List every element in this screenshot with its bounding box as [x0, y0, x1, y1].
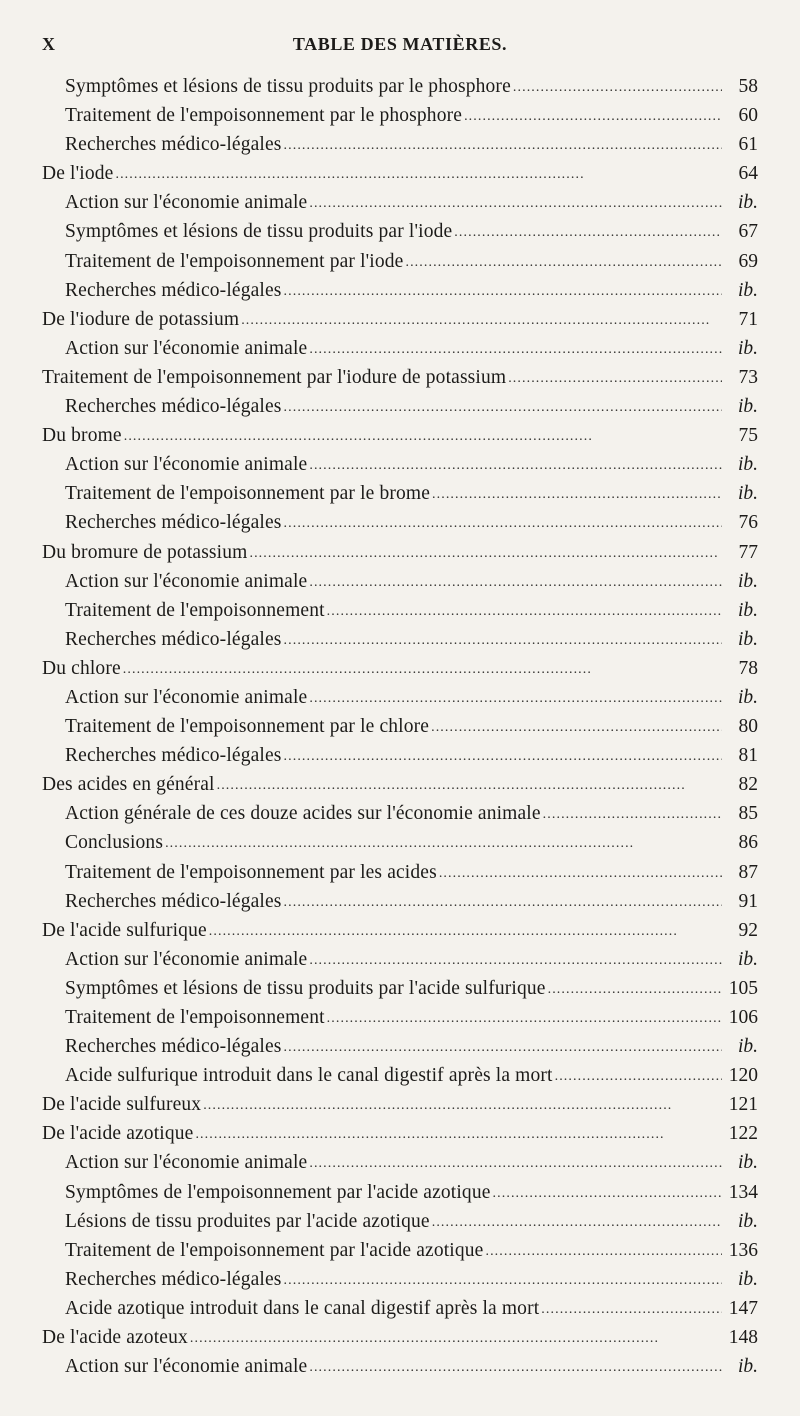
dot-leader — [309, 946, 722, 975]
running-title: TABLE DES MATIÈRES. — [292, 34, 508, 54]
toc-section-row — [42, 1323, 758, 1352]
toc-subentry-row — [42, 508, 758, 537]
toc-page-number: 120 — [728, 1065, 758, 1087]
toc-entry-title: Du chlore — [42, 657, 121, 679]
dot-leader — [309, 684, 722, 713]
toc-page-number: 76 — [738, 512, 758, 534]
toc-page-number: 136 — [728, 1239, 758, 1261]
toc-page-number: 69 — [738, 250, 758, 272]
toc-entry-title: Action sur l'économie animale — [65, 337, 308, 359]
dot-leader — [309, 1353, 722, 1382]
toc-entry-title: Traitement de l'empoisonnement par les acides — [65, 861, 437, 883]
dot-leader — [165, 829, 722, 858]
toc-subentry-row — [42, 1265, 758, 1294]
toc-entry-title: Acide azotique introduit dans le canal digestif après la mort — [65, 1297, 540, 1319]
dot-leader — [513, 73, 722, 102]
toc-section-row — [42, 421, 758, 450]
toc-page-number: 60 — [738, 105, 758, 127]
toc-page-number: ib. — [737, 1036, 758, 1058]
dot-leader — [284, 509, 722, 538]
toc-entry-title: Traitement de l'empoisonnement par l'acide azotique — [65, 1239, 484, 1261]
toc-entry-title: De l'acide azoteux — [42, 1327, 188, 1349]
dot-leader — [195, 1120, 722, 1149]
toc-page-number: ib. — [737, 570, 758, 592]
dot-leader — [431, 713, 722, 742]
toc-page-number: 71 — [738, 308, 758, 330]
toc-page-number: 134 — [728, 1181, 758, 1203]
toc-page-number: ib. — [737, 1356, 758, 1378]
toc-entry-title: Recherches médico-légales — [65, 628, 282, 650]
toc-subentry-row — [42, 276, 758, 305]
toc-subentry-row — [42, 101, 758, 130]
toc-entry-title: Action sur l'économie animale — [65, 686, 308, 708]
dot-leader — [284, 626, 722, 655]
toc-entry-title: Recherches médico-légales — [65, 1268, 282, 1290]
toc-entry-title: De l'iodure de potassium — [42, 308, 240, 330]
toc-subentry-row — [42, 1352, 758, 1381]
toc-page-number: ib. — [737, 454, 758, 476]
toc-subentry-row — [42, 712, 758, 741]
toc-entry-title: Traitement de l'empoisonnement par le brome — [65, 483, 431, 505]
toc-subentry-row — [42, 392, 758, 421]
dot-leader — [327, 1004, 722, 1033]
dot-leader — [327, 597, 722, 626]
toc-entry-title: Recherches médico-légales — [65, 279, 282, 301]
toc-page-number: 91 — [738, 890, 758, 912]
dot-leader — [454, 218, 722, 247]
toc-subentry-row — [42, 479, 758, 508]
dot-leader — [493, 1179, 722, 1208]
toc-page-number: 61 — [738, 134, 758, 156]
toc-page-number: 77 — [738, 541, 758, 563]
toc-page-number: ib. — [737, 337, 758, 359]
toc-entry-title: Traitement de l'empoisonnement par le chlore — [65, 716, 430, 738]
toc-page-number: ib. — [737, 628, 758, 650]
toc-subentry-row — [42, 567, 758, 596]
toc-subentry-row — [42, 741, 758, 770]
dot-leader — [284, 742, 722, 771]
dot-leader — [284, 131, 722, 160]
toc-subentry-row — [42, 683, 758, 712]
toc-page-number: ib. — [737, 279, 758, 301]
toc-entry-title: Symptômes et lésions de tissu produits par le phosphore — [65, 76, 511, 97]
toc-subentry-row — [42, 450, 758, 479]
toc-section-row — [42, 159, 758, 188]
dot-leader — [249, 539, 722, 568]
toc-entry-title: Recherches médico-légales — [65, 396, 282, 418]
toc-subentry-row — [42, 1236, 758, 1265]
toc-subentry-row — [42, 130, 758, 159]
toc-subentry-row — [42, 188, 758, 217]
toc-subentry-row — [42, 1061, 758, 1090]
table-of-contents — [42, 72, 758, 1381]
toc-entry-title: Traitement de l'empoisonnement par l'iode — [65, 250, 404, 272]
toc-entry-title: Symptômes et lésions de tissu produits par l'iode — [65, 221, 453, 243]
toc-subentry-row — [42, 1207, 758, 1236]
dot-leader — [548, 975, 722, 1004]
dot-leader — [508, 364, 722, 393]
toc-entry-title: Action sur l'économie animale — [65, 192, 308, 214]
toc-page-number: 92 — [738, 919, 758, 941]
dot-leader — [123, 655, 722, 684]
dot-leader — [203, 1091, 722, 1120]
toc-section-row — [42, 1119, 758, 1148]
dot-leader — [464, 102, 722, 131]
toc-section-row — [42, 1090, 758, 1119]
dot-leader — [241, 306, 722, 335]
toc-entry-title: Du bromure de potassium — [42, 541, 248, 563]
dot-leader — [309, 189, 722, 218]
dot-leader — [541, 1295, 722, 1324]
toc-page-number: 122 — [728, 1123, 758, 1145]
dot-leader — [190, 1324, 722, 1353]
toc-page-number: ib. — [737, 948, 758, 970]
toc-page-number: 75 — [738, 425, 758, 447]
dot-leader — [485, 1237, 722, 1266]
toc-entry-title: Traitement de l'empoisonnement par l'iodure de potassium — [42, 366, 507, 388]
dot-leader — [555, 1062, 722, 1091]
toc-entry-title: De l'acide azotique — [42, 1123, 194, 1145]
toc-entry-title: De l'iode — [42, 163, 114, 185]
toc-page-number: ib. — [737, 396, 758, 418]
dot-leader — [432, 1208, 722, 1237]
dot-leader — [309, 568, 722, 597]
toc-subentry-row — [42, 1032, 758, 1061]
toc-entry-title: De l'acide sulfureux — [42, 1094, 202, 1116]
toc-entry-title: De l'acide sulfurique — [42, 919, 207, 941]
toc-entry-title: Action sur l'économie animale — [65, 1356, 308, 1378]
toc-page-number: 105 — [728, 977, 758, 999]
toc-page-number: 148 — [728, 1327, 758, 1349]
toc-entry-title: Des acides en général — [42, 774, 215, 796]
toc-entry-title: Symptômes et lésions de tissu produits par l'acide sulfurique — [65, 977, 546, 999]
dot-leader — [405, 248, 722, 277]
toc-subentry-row — [42, 72, 758, 101]
toc-entry-title: Traitement de l'empoisonnement par le phosphore — [65, 105, 463, 127]
dot-leader — [543, 800, 722, 829]
toc-entry-title: Recherches médico-légales — [65, 890, 282, 912]
toc-subentry-row — [42, 945, 758, 974]
toc-subentry-row — [42, 828, 758, 857]
dot-leader — [309, 451, 722, 480]
toc-section-row — [42, 538, 758, 567]
dot-leader — [284, 1266, 722, 1295]
toc-page-number: 64 — [738, 163, 758, 185]
toc-entry-title: Traitement de l'empoisonnement — [65, 1007, 325, 1028]
dot-leader — [432, 480, 722, 509]
toc-entry-title: Recherches médico-légales — [65, 512, 282, 534]
toc-section-row — [42, 770, 758, 799]
toc-page-number: 82 — [738, 774, 758, 796]
page-folio: X — [42, 34, 56, 54]
dot-leader — [115, 160, 722, 189]
toc-page-number: 78 — [738, 657, 758, 679]
toc-page-number: 67 — [738, 221, 758, 243]
toc-subentry-row — [42, 974, 758, 1003]
toc-entry-title: Conclusions — [65, 832, 164, 854]
toc-page-number: 73 — [738, 366, 758, 388]
toc-entry-title: Recherches médico-légales — [65, 1036, 282, 1058]
dot-leader — [309, 335, 722, 364]
toc-entry-title: Symptômes de l'empoisonnement par l'acide azotique — [65, 1181, 491, 1203]
toc-page-number: 85 — [738, 803, 758, 825]
toc-page-number: ib. — [737, 686, 758, 708]
toc-section-row — [42, 654, 758, 683]
toc-entry-title: Acide sulfurique introduit dans le canal digestif après la mort — [65, 1065, 553, 1087]
dot-leader — [209, 917, 722, 946]
toc-entry-title: Action sur l'économie animale — [65, 1152, 308, 1174]
toc-entry-title: Action générale de ces douze acides sur l'économie animale — [65, 803, 541, 825]
toc-page-number: ib. — [737, 1152, 758, 1174]
dot-leader — [217, 771, 722, 800]
toc-page-number: ib. — [737, 192, 758, 214]
toc-page-number: ib. — [737, 1268, 758, 1290]
toc-page-number: 87 — [738, 861, 758, 883]
dot-leader — [284, 1033, 722, 1062]
toc-page-number: 86 — [738, 832, 758, 854]
toc-subentry-row — [42, 217, 758, 246]
dot-leader — [124, 422, 722, 451]
toc-page-number: ib. — [737, 483, 758, 505]
dot-leader — [284, 277, 722, 306]
toc-entry-title: Lésions de tissu produites par l'acide azotique — [65, 1210, 430, 1232]
toc-entry-title: Recherches médico-légales — [65, 134, 282, 156]
toc-page-number: ib. — [737, 1210, 758, 1232]
toc-entry-title: Action sur l'économie animale — [65, 454, 308, 476]
toc-entry-title: Du brome — [42, 425, 122, 447]
toc-page-number: 80 — [738, 716, 758, 738]
toc-subentry-row — [42, 334, 758, 363]
toc-page-number: 81 — [738, 745, 758, 767]
dot-leader — [439, 859, 722, 888]
toc-subentry-row — [42, 1003, 758, 1032]
toc-subentry-row — [42, 625, 758, 654]
toc-subentry-row — [42, 596, 758, 625]
toc-subentry-row — [42, 887, 758, 916]
toc-page-number: ib. — [737, 599, 758, 621]
toc-subentry-row — [42, 1294, 758, 1323]
toc-subentry-row — [42, 247, 758, 276]
toc-page-number: 106 — [728, 1007, 758, 1028]
toc-section-row — [42, 363, 758, 392]
toc-page-number: 147 — [728, 1297, 758, 1319]
toc-subentry-row — [42, 858, 758, 887]
toc-section-row — [42, 305, 758, 334]
toc-subentry-row — [42, 1148, 758, 1177]
toc-entry-title: Recherches médico-légales — [65, 745, 282, 767]
toc-subentry-row — [42, 1178, 758, 1207]
toc-entry-title: Action sur l'économie animale — [65, 570, 308, 592]
toc-page-number: 58 — [738, 76, 758, 97]
dot-leader — [309, 1149, 722, 1178]
dot-leader — [284, 393, 722, 422]
toc-section-row — [42, 916, 758, 945]
toc-entry-title: Traitement de l'empoisonnement — [65, 599, 325, 621]
toc-subentry-row — [42, 799, 758, 828]
dot-leader — [284, 888, 722, 917]
toc-page-number: 121 — [728, 1094, 758, 1116]
page-header — [42, 34, 758, 60]
toc-entry-title: Action sur l'économie animale — [65, 948, 308, 970]
